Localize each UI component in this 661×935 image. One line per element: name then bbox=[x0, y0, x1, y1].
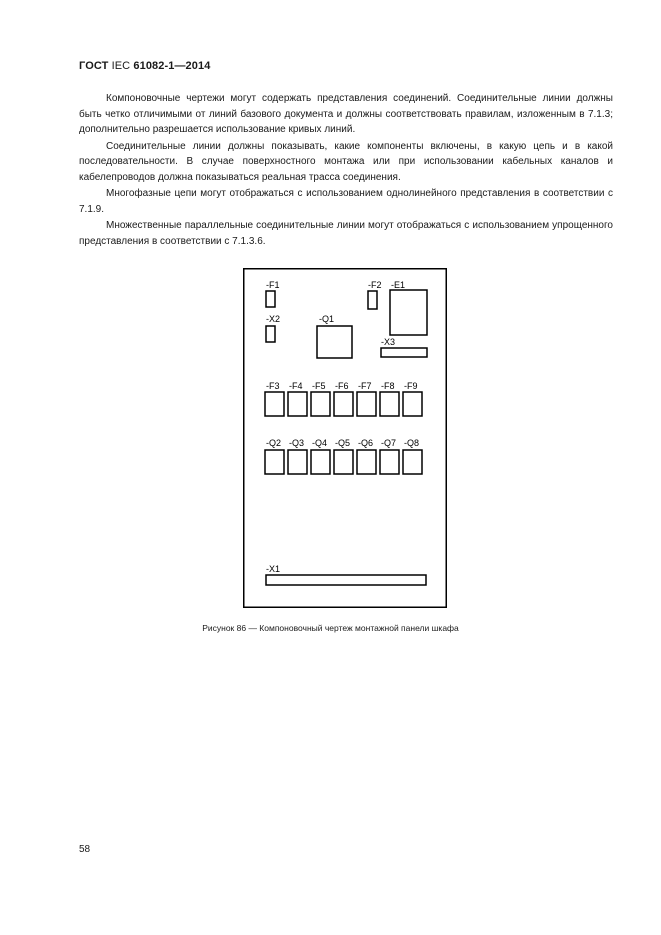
label-f2: -F2 bbox=[368, 280, 382, 290]
label-e1: -E1 bbox=[391, 280, 406, 290]
fuse-row bbox=[265, 381, 422, 416]
fuse-f1 bbox=[266, 291, 275, 307]
label-x1: -X1 bbox=[266, 564, 281, 574]
fuse-label: -F9 bbox=[404, 381, 418, 391]
breaker bbox=[403, 450, 422, 474]
breaker bbox=[334, 450, 353, 474]
header-iec: IEC bbox=[111, 60, 131, 72]
figure-caption: Рисунок 86 — Компоновочный чертеж монтажной панели шкафа bbox=[202, 623, 459, 633]
breaker bbox=[311, 450, 330, 474]
fuse-label: -F8 bbox=[381, 381, 395, 391]
label-q1: -Q1 bbox=[319, 314, 335, 324]
fuse bbox=[311, 392, 330, 416]
terminal-x3 bbox=[381, 348, 427, 357]
breaker-label: -Q2 bbox=[266, 438, 282, 448]
label-x3: -X3 bbox=[381, 337, 396, 347]
fuse-label: -F6 bbox=[335, 381, 349, 391]
breaker-label: -Q4 bbox=[312, 438, 328, 448]
label-f1: -F1 bbox=[266, 280, 280, 290]
fuse bbox=[403, 392, 422, 416]
fuse bbox=[380, 392, 399, 416]
paragraph: Множественные параллельные соединительные линии могут отображаться с использованием упрощенного представления в соответствии с 7.1.3.6. bbox=[79, 220, 613, 247]
fuse-label: -F5 bbox=[312, 381, 326, 391]
header-standard-number: 61082-1—2014 bbox=[133, 60, 211, 72]
breaker-label: -Q8 bbox=[404, 438, 420, 448]
fuse-f2 bbox=[368, 291, 377, 309]
device-e1 bbox=[390, 290, 427, 335]
label-x2: -X2 bbox=[266, 314, 281, 324]
paragraph: Многофазные цепи могут отображаться с использованием однолинейного представления в соответствии с 7.1.9. bbox=[79, 188, 613, 215]
terminal-x1 bbox=[266, 575, 426, 585]
breaker-label: -Q6 bbox=[358, 438, 374, 448]
panel-layout-drawing bbox=[243, 268, 447, 608]
document-header bbox=[79, 60, 210, 72]
fuse bbox=[265, 392, 284, 416]
terminal-x2 bbox=[266, 326, 275, 342]
paragraph: Компоновочные чертежи могут содержать представления соединений. Соединительные линии должны быть четко отличимыми от линий базового документа и должны соответствовать правилам, изложенным в 7.1.3; дополнительно разрешается использование кривых линий. bbox=[79, 93, 613, 135]
breaker-row bbox=[265, 438, 422, 474]
breaker-label: -Q7 bbox=[381, 438, 397, 448]
body-text bbox=[79, 91, 613, 250]
header-gost: ГОСТ bbox=[79, 60, 109, 72]
breaker bbox=[357, 450, 376, 474]
fuse-label: -F3 bbox=[266, 381, 280, 391]
fuse bbox=[334, 392, 353, 416]
fuse bbox=[288, 392, 307, 416]
breaker bbox=[288, 450, 307, 474]
breaker-label: -Q5 bbox=[335, 438, 351, 448]
paragraph: Соединительные линии должны показывать, какие компоненты включены, в какую цепь и в какой последовательности. В случае поверхностного монтажа или при использовании кабельных каналов и кабелепроводов должна показываться реальная трасса соединения. bbox=[79, 140, 613, 183]
breaker bbox=[380, 450, 399, 474]
fuse-label: -F4 bbox=[289, 381, 303, 391]
breaker-label: -Q3 bbox=[289, 438, 305, 448]
breaker bbox=[265, 450, 284, 474]
breaker-q1 bbox=[317, 326, 352, 358]
fuse bbox=[357, 392, 376, 416]
page-number: 58 bbox=[79, 844, 91, 855]
fuse-label: -F7 bbox=[358, 381, 372, 391]
